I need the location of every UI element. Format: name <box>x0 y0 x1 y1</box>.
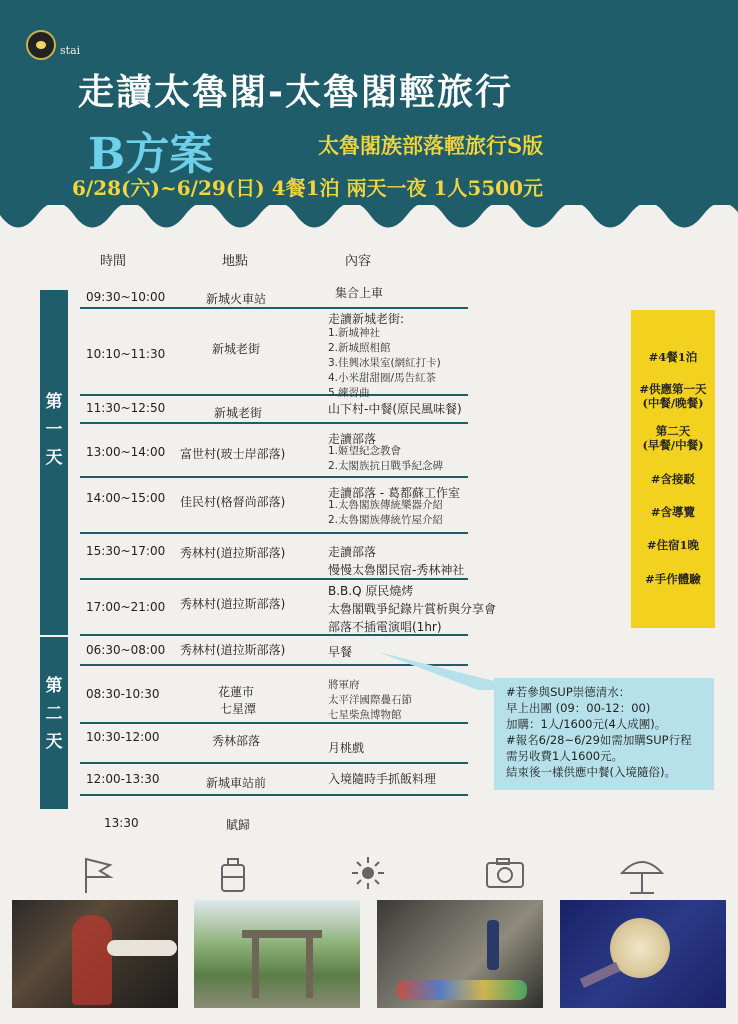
row-place: 新城老街 <box>214 406 263 420</box>
row-place: 花蓮市 <box>218 685 255 699</box>
feature-meals: #4餐1泊 <box>648 350 698 364</box>
row-time: 10:10~11:30 <box>86 347 166 361</box>
row-content: 走讀部落 <box>328 545 377 559</box>
row-divider <box>80 422 468 424</box>
row-place: 新城車站前 <box>206 776 267 790</box>
row-divider <box>80 578 468 580</box>
row-content: 走讀新城老街: <box>328 312 405 326</box>
feature-shuttle: #含接駁 <box>650 472 696 486</box>
feature-guide: #含導覽 <box>650 505 696 519</box>
row-place: 富世村(玻士岸部落) <box>180 447 286 461</box>
feature-day1-meals: #供應第一天 <box>639 382 707 396</box>
feature-day1-meals-detail: (中餐/晚餐) <box>642 396 704 410</box>
feature-day2-meals: 第二天 <box>655 424 691 438</box>
row-content: B.B.Q 原民燒烤 <box>328 584 414 598</box>
row-content: 走讀部落 - 葛都蘇工作室 <box>328 486 460 500</box>
detail-item: 1.姬望紀念教會 <box>328 445 402 457</box>
subtitle: 太魯閣族部落輕旅行S版 <box>318 133 544 158</box>
detail-item: 3.佳興冰果室(網紅打卡) <box>328 357 441 369</box>
detail-item: 2.新城照相館 <box>328 342 391 354</box>
row-place: 秀林村(道拉斯部落) <box>180 546 286 560</box>
detail-item: 七星柴魚博物館 <box>328 709 402 721</box>
detail-item: 4.小米甜甜圈/馬告紅茶 <box>328 372 437 384</box>
row-divider <box>80 532 468 534</box>
photo-handcraft-flower <box>560 900 726 1008</box>
photo-weaver <box>12 900 178 1008</box>
row-time: 15:30~17:00 <box>86 544 166 558</box>
day1-label: 第 一 天 <box>45 392 63 468</box>
row-content: 早餐 <box>328 645 353 659</box>
row-time: 13:30 <box>104 816 139 830</box>
sun-icon <box>350 855 386 891</box>
column-header-content: 內容 <box>345 254 372 269</box>
detail-item: 1.太魯閣族傳統樂器介紹 <box>328 499 444 511</box>
feature-day2-meals-detail: (早餐/中餐) <box>642 438 704 452</box>
row-time: 11:30~12:50 <box>86 401 166 415</box>
row-time: 12:00-13:30 <box>86 772 160 786</box>
note-line: 結束後一樣供應中餐(入境隨俗)。 <box>506 765 676 779</box>
row-time: 17:00~21:00 <box>86 600 166 614</box>
detail-item: 太平洋國際疊石節 <box>328 694 412 706</box>
row-place: 秀林村(道拉斯部落) <box>180 643 286 657</box>
row-details <box>328 498 443 528</box>
row-content: 入境隨時手抓飯料理 <box>328 772 437 786</box>
row-place: 秀林村(道拉斯部落) <box>180 597 286 611</box>
row-time: 10:30-12:00 <box>86 730 160 744</box>
photo-tour-group <box>377 900 543 1008</box>
row-time: 09:30~10:00 <box>86 290 166 304</box>
row-details <box>328 326 441 401</box>
row-content: 慢慢太魯閣民宿-秀林神社 <box>328 563 465 577</box>
note-line: #報名6/28~6/29如需加購SUP行程 <box>506 733 692 747</box>
row-time: 08:30-10:30 <box>86 687 160 701</box>
row-place: 七星潭 <box>220 702 257 716</box>
row-divider <box>80 476 468 478</box>
row-place: 賦歸 <box>226 818 251 832</box>
wave-divider <box>0 205 738 250</box>
row-time: 13:00~14:00 <box>86 445 166 459</box>
luggage-icon <box>218 855 248 895</box>
photo-shrine <box>194 900 360 1008</box>
beach-umbrella-icon <box>620 855 664 895</box>
row-content: 走讀部落 <box>328 432 377 446</box>
detail-item: 5.練習曲 <box>328 387 370 399</box>
logo-text: stai <box>60 44 81 57</box>
note-line: 需另收費1人1600元。 <box>506 749 624 763</box>
detail-item: 2.太閣族抗日戰爭紀念碑 <box>328 460 444 472</box>
feature-lodging: #住宿1晚 <box>646 538 700 552</box>
note-line: 加購：1人/1600元(4人成團)。 <box>506 717 667 731</box>
row-divider <box>80 762 468 764</box>
camera-icon <box>485 855 525 891</box>
row-content: 部落不插電演唱(1hr) <box>328 620 442 634</box>
detail-item: 1.新城神社 <box>328 327 381 339</box>
row-content: 集合上車 <box>335 286 384 300</box>
row-divider <box>80 794 468 796</box>
note-pointer <box>378 650 498 690</box>
feature-handcraft: #手作體驗 <box>645 572 701 586</box>
column-header-time: 時間 <box>100 254 127 269</box>
detail-item: 將軍府 <box>328 679 360 691</box>
row-details <box>328 444 443 474</box>
date-price-line: 6/28(六)~6/29(日) 4餐1泊 兩天一夜 1人5500元 <box>72 176 544 200</box>
page-title: 走讀太魯閣-太魯閣輕旅行 <box>78 72 513 113</box>
detail-item: 2.太魯閣族傳統竹屋介紹 <box>328 514 444 526</box>
row-content: 山下村-中餐(原民風味餐) <box>328 402 462 416</box>
row-place: 新城老街 <box>212 342 261 356</box>
column-header-place: 地點 <box>222 254 249 269</box>
note-line: 早上出團 (09：00-12：00) <box>506 701 651 715</box>
logo-icon <box>26 30 56 60</box>
plan-title: B方案 <box>88 129 214 180</box>
row-place: 佳民村(格督尚部落) <box>180 495 286 509</box>
day2-label: 第 二 天 <box>45 676 63 752</box>
note-line: #若參與SUP崇德清水： <box>506 685 631 699</box>
flag-icon <box>78 855 118 895</box>
row-content: 太魯閣戰爭紀錄片賞析與分享會 <box>328 602 497 616</box>
row-content: 月桃戲 <box>328 741 365 755</box>
row-place: 新城火車站 <box>206 292 267 306</box>
row-time: 14:00~15:00 <box>86 491 166 505</box>
row-divider <box>80 307 468 309</box>
row-time: 06:30~08:00 <box>86 643 166 657</box>
row-place: 秀林部落 <box>212 734 261 748</box>
